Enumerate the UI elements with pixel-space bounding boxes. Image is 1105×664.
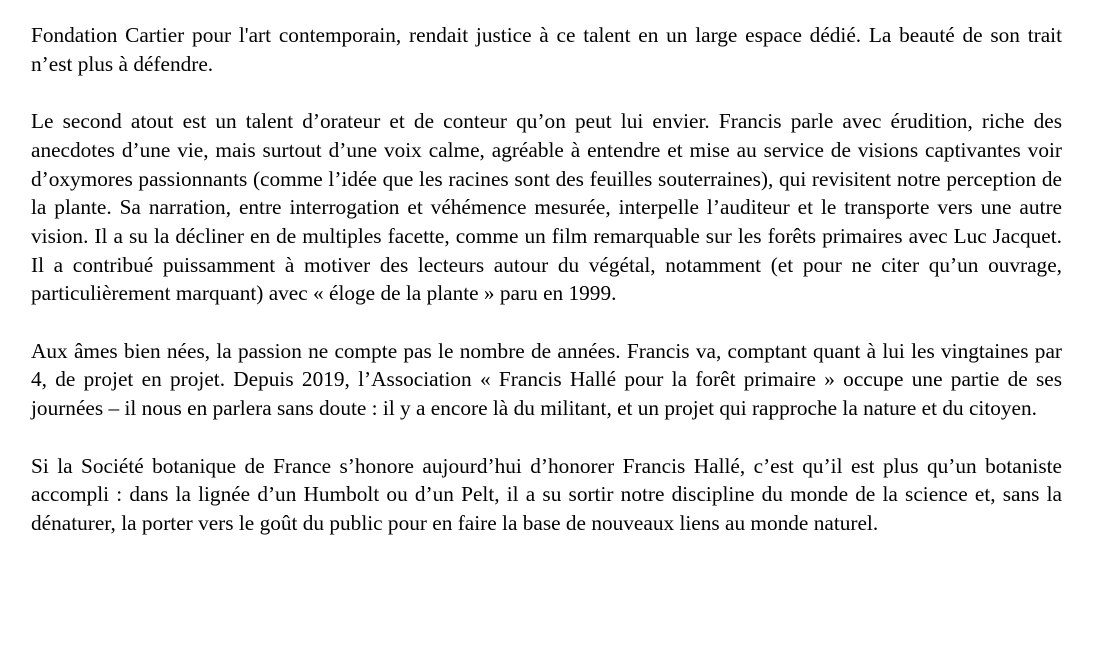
paragraph-ames-bien-nees: Aux âmes bien nées, la passion ne compte pas le nombre de années. Francis va, comptant quant à lui les vingtaines par 4, de projet en projet. Depuis 2019, l’Association « Francis Hallé pour la forêt primaire » occupe une partie de ses journées – il nous en parlera sans doute : il y a encore là du militant, et un projet qui rapproche la nature et du citoyen. <box>31 338 1062 421</box>
document-page <box>31 21 1062 538</box>
paragraph-societe-botanique: Si la Société botanique de France s’honore aujourd’hui d’honorer Francis Hallé, c’est qu’il est plus qu’un botaniste accompli : dans la lignée d’un Humbolt ou d’un Pelt, il a su sortir notre discipline du monde de la science et, sans la dénaturer, la porter vers le goût du public pour en faire la base de nouveaux liens au monde naturel. <box>31 453 1062 535</box>
paragraph-talent-orateur: Le second atout est un talent d’orateur et de conteur qu’on peut lui envier. Francis parle avec érudition, riche des anecdotes d’une vie, mais surtout d’une voix calme, agréable à entendre et mise au service de visions captivantes voir d’oxymores passionnants (comme l’idée que les racines sont des feuilles souterraines), qui revisitent notre perception de la plante. Sa narration, entre interrogation et véhémence mesurée, interpelle l’auditeur et le transporte vers une autre vision. Il a su la décliner en de multiples facette, comme un film remarquable sur les forêts primaires avec Luc Jacquet. Il a contribué puissamment à motiver des lecteurs autour du végétal, notamment (et pour ne citer qu’un ouvrage, particulièrement marquant) avec « éloge de la plante » paru en 1999. <box>31 109 1062 306</box>
paragraph-fondation-cartier: Fondation Cartier pour l'art contemporain, rendait justice à ce talent en un large espace dédié. La beauté de son trait n’est plus à défendre. <box>31 23 1062 76</box>
